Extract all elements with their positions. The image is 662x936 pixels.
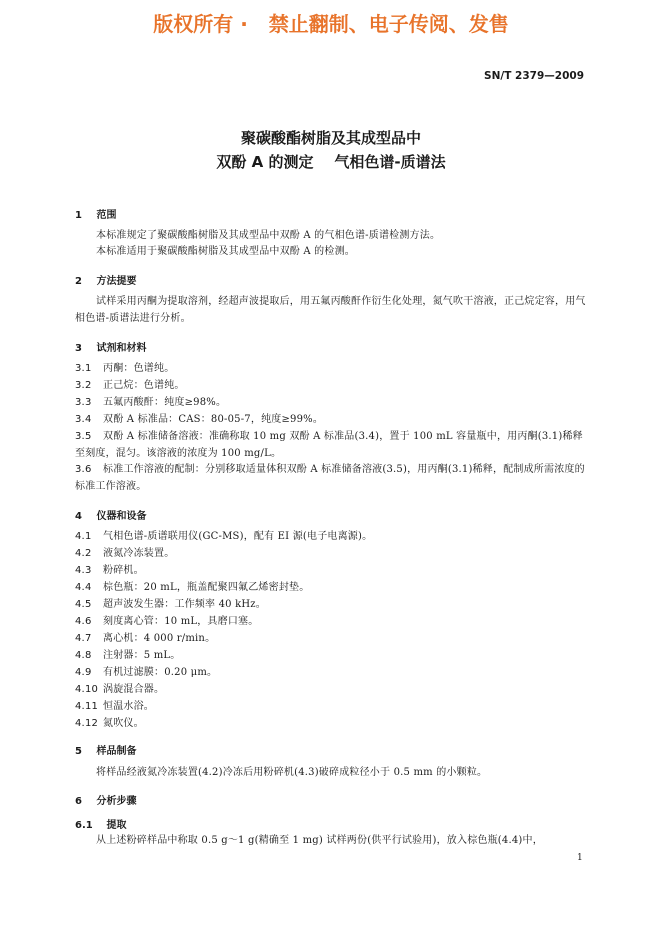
item-number: 4.9: [75, 667, 92, 678]
item-number: 4.5: [75, 599, 92, 610]
item-number: 4.4: [75, 582, 92, 593]
item-number: 4.8: [75, 650, 92, 661]
subsection-heading-extraction: [75, 816, 126, 831]
item-number: 4.2: [75, 548, 92, 559]
section-heading-reagents: [75, 339, 146, 354]
page-number: 1: [577, 853, 583, 863]
instrument-item: [75, 648, 587, 665]
standard-code: SN/T 2379—2009: [484, 70, 584, 82]
item-text: 丙酮：色谱纯。: [103, 363, 175, 374]
item-number: 3.5: [75, 431, 92, 442]
item-number: 3.3: [75, 397, 92, 408]
item-number: 4.3: [75, 565, 92, 576]
instrument-item: [75, 631, 587, 648]
item-number: 3.4: [75, 414, 92, 425]
section-number: 2: [75, 276, 82, 287]
item-text: 液氮冷冻装置。: [103, 548, 175, 559]
item-text: 涡旋混合器。: [103, 684, 165, 695]
copyright-watermark: 版权所有 · 禁止翻制、电子传阅、发售: [153, 12, 509, 36]
section-number: 6.1: [75, 820, 93, 831]
section-title: 提取: [106, 820, 127, 831]
item-number: 3.6: [75, 464, 92, 475]
reagent-item: [75, 429, 587, 462]
section-title: 分析步骤: [96, 796, 137, 807]
section-heading-principle: [75, 272, 136, 287]
instrument-item: [75, 597, 587, 614]
scope-paragraph-2: 本标准适用于聚碳酸酯树脂及其成型品中双酚 A 的检测。: [96, 246, 355, 257]
instrument-item: [75, 580, 587, 597]
sample-prep-paragraph: 将样品经液氮冷冻装置(4.2)冷冻后用粉碎机(4.3)破碎成粒径小于 0.5 mm 的小颗粒。: [96, 767, 488, 778]
item-number: 3.1: [75, 363, 92, 374]
section-heading-instruments: [75, 507, 146, 522]
section-heading-sample-prep: [75, 742, 136, 757]
item-text: 粉碎机。: [103, 565, 144, 576]
section-title: 范围: [96, 210, 117, 221]
item-text: 双酚 A 标准品：CAS：80-05-7，纯度≥99%。: [103, 414, 324, 425]
instrument-item: [75, 563, 587, 580]
item-text: 离心机：4 000 r/min。: [103, 633, 216, 644]
extraction-paragraph: 从上述粉碎样品中称取 0.5 g～1 g(精确至 1 mg) 试样两份(供平行试验用)，放入棕色瓶(4.4)中，: [96, 835, 543, 846]
instrument-item: [75, 716, 587, 733]
instrument-item: [75, 665, 587, 682]
section-number: 3: [75, 343, 82, 354]
instrument-item: [75, 546, 587, 563]
reagent-item: [75, 395, 587, 412]
item-text: 注射器：5 mL。: [103, 650, 181, 661]
item-number: 4.6: [75, 616, 92, 627]
instrument-item: [75, 682, 587, 699]
section-title: 样品制备: [96, 746, 137, 757]
item-text: 棕色瓶：20 mL，瓶盖配聚四氟乙烯密封垫。: [103, 582, 310, 593]
document-title-line1: 聚碳酸酯树脂及其成型品中: [240, 129, 421, 147]
reagent-item: [75, 361, 587, 378]
section-title: 试剂和材料: [96, 343, 147, 354]
item-text: 双酚 A 标准储备溶液：准确称取 10 mg 双酚 A 标准品(3.4)，置于 100 mL 容量瓶中，用丙酮(3.1)稀释至刻度，混匀。该溶液的浓度为 100 mg/L。: [75, 431, 583, 459]
item-number: 4.7: [75, 633, 92, 644]
item-text: 氮吹仪。: [103, 718, 144, 729]
item-text: 超声波发生器：工作频率 40 kHz。: [103, 599, 266, 610]
item-text: 刻度离心管：10 mL，具磨口塞。: [103, 616, 259, 627]
section-heading-analysis: [75, 792, 136, 807]
item-text: 五氟丙酸酐：纯度≥98%。: [103, 397, 227, 408]
section-title: 方法提要: [96, 276, 137, 287]
scope-paragraph-1: 本标准规定了聚碳酸酯树脂及其成型品中双酚 A 的气相色谱-质谱检测方法。: [96, 230, 441, 241]
instrument-item: [75, 699, 587, 716]
item-number: 4.11: [75, 701, 99, 712]
document-title-line2: 双酚 A 的测定 气相色谱-质谱法: [216, 153, 446, 171]
item-number: 4.12: [75, 718, 99, 729]
item-text: 有机过滤膜：0.20 μm。: [103, 667, 218, 678]
item-text: 恒温水浴。: [103, 701, 154, 712]
section-number: 6: [75, 796, 82, 807]
section-heading-scope: [75, 206, 116, 221]
section-number: 5: [75, 746, 82, 757]
item-number: 4.10: [75, 684, 99, 695]
item-text: 正己烷：色谱纯。: [103, 380, 185, 391]
item-text: 气相色谱-质谱联用仪(GC-MS)，配有 EI 源(电子电离源)。: [103, 531, 373, 542]
principle-paragraph: 试样采用丙酮为提取溶剂，经超声波提取后，用五氟丙酸酐作衍生化处理，氮气吹干溶液，正己烷定容，用气相色谱-质谱法进行分析。: [75, 296, 586, 324]
item-number: 4.1: [75, 531, 92, 542]
item-text: 标准工作溶液的配制：分别移取适量体积双酚 A 标准储备溶液(3.5)，用丙酮(3.1)稀释，配制成所需浓度的标准工作溶液。: [75, 464, 585, 492]
reagent-item: [75, 462, 587, 495]
reagent-item: [75, 412, 587, 429]
section-title: 仪器和设备: [96, 511, 147, 522]
reagent-item: [75, 378, 587, 395]
section-number: 4: [75, 511, 82, 522]
item-number: 3.2: [75, 380, 92, 391]
instrument-item: [75, 614, 587, 631]
instrument-item: [75, 529, 587, 546]
section-number: 1: [75, 210, 82, 221]
